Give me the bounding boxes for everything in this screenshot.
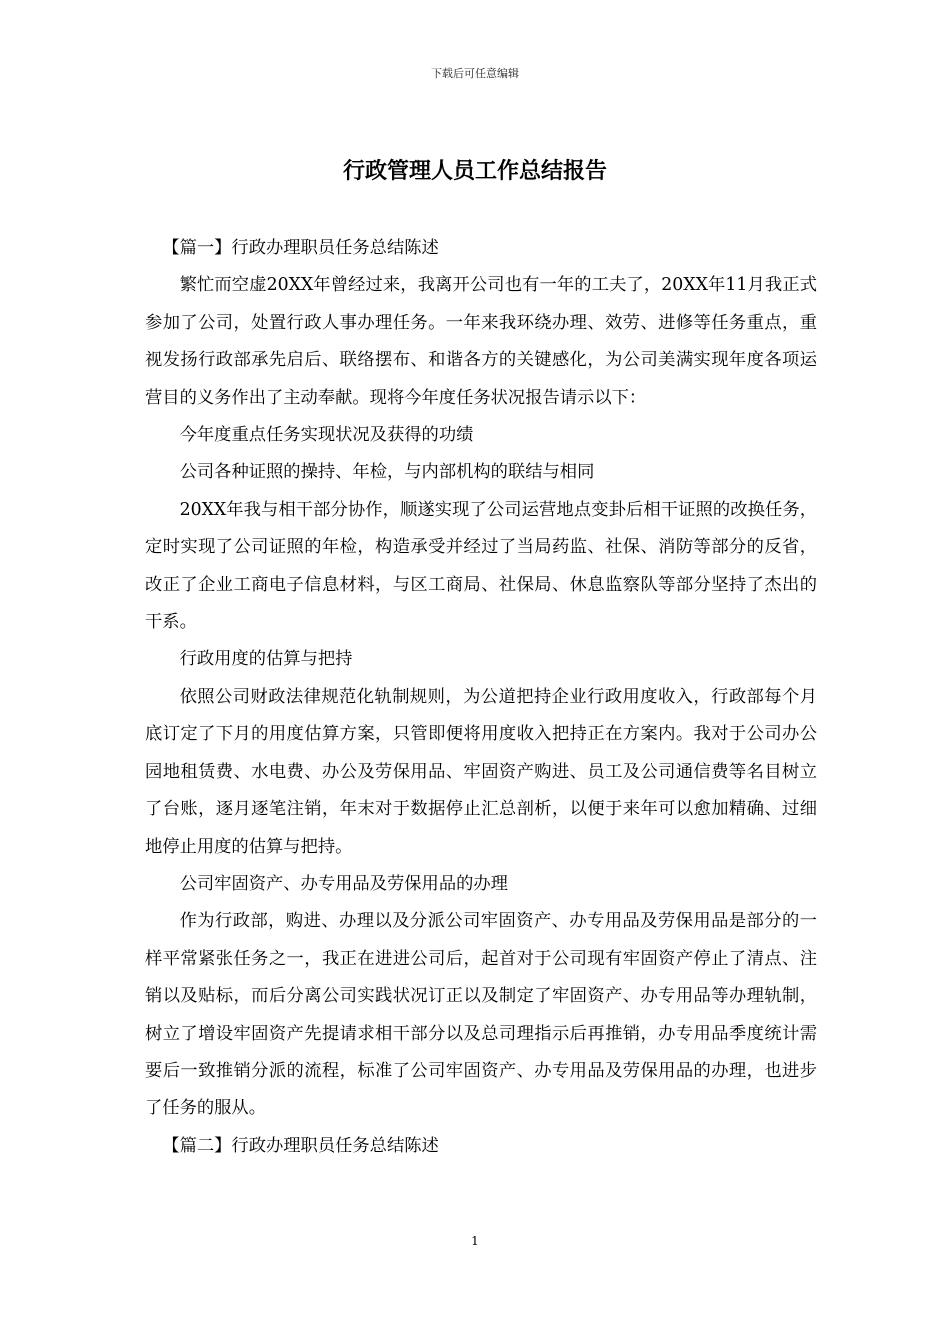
subheading-budget: 行政用度的估算与把持 — [179, 649, 353, 670]
subheading-licenses: 公司各种证照的操持、年检，与内部机构的联结与相同 — [179, 462, 595, 483]
header-note: 下载后可任意编辑 — [431, 67, 519, 80]
page-number: 1 — [471, 1234, 479, 1248]
paragraph-intro: 繁忙而空虚20XX年曾经过来，我离开公司也有一年的工夫了，20XX年11月我正式参加了公司，处置行政人事办理任务。一年来我环绕办理、效劳、进修等任务重点，重视发扬行政部承先启后、联络摆布、和谐各方的关键感化，为公司美满实现年度各项运营目的义务作出了主动奉献。现将今年度任务状况报告请示以下： — [145, 275, 817, 408]
document-body — [145, 230, 817, 1165]
document-title: 行政管理人员工作总结报告 — [342, 158, 607, 184]
subheading-achievements: 今年度重点任务实现状况及获得的功绩 — [179, 425, 474, 446]
paragraph-assets: 作为行政部，购进、办理以及分派公司牢固资产、办专用品及劳保用品是部分的一样平常紧张任务之一，我正在进进公司后，起首对于公司现有牢固资产停止了清点、注销以及贴标，而后分离公司实践状况订正以及制定了牢固资产、办专用品等办理轨制，树立了增设牢固资产先提请求相干部分以及总司理指示后再推销，办专用品季度统计需要后一致推销分派的流程，标准了公司牢固资产、办专用品及劳保用品的办理，也进步了任务的服从。 — [145, 911, 817, 1119]
paragraph-licenses: 20XX年我与相干部分协作，顺遂实现了公司运营地点变卦后相干证照的改换任务，定时实现了公司证照的年检，构造承受并经过了当局药监、社保、消防等部分的反省，改正了企业工商电子信息材料，与区工商局、社保局、休息监察队等部分坚持了杰出的干系。 — [145, 499, 817, 633]
paragraph-budget: 依照公司财政法律规范化轨制规则，为公道把持企业行政用度收入，行政部每个月底订定了下月的用度估算方案，只管即便将用度收入把持正在方案内。我对于公司办公园地租赁费、水电费、办公及劳保用品、牢固资产购进、员工及公司通信费等名目树立了台账，逐月逐笔注销，年末对于数据停止汇总剖析，以便于来年可以愈加精确、过细地停止用度的估算与把持。 — [145, 686, 817, 857]
section-heading-2: 【篇二】行政办理职员任务总结陈述 — [162, 1135, 439, 1156]
subheading-assets: 公司牢固资产、办专用品及劳保用品的办理 — [179, 873, 508, 894]
section-heading-1: 【篇一】行政办理职员任务总结陈述 — [162, 238, 439, 258]
